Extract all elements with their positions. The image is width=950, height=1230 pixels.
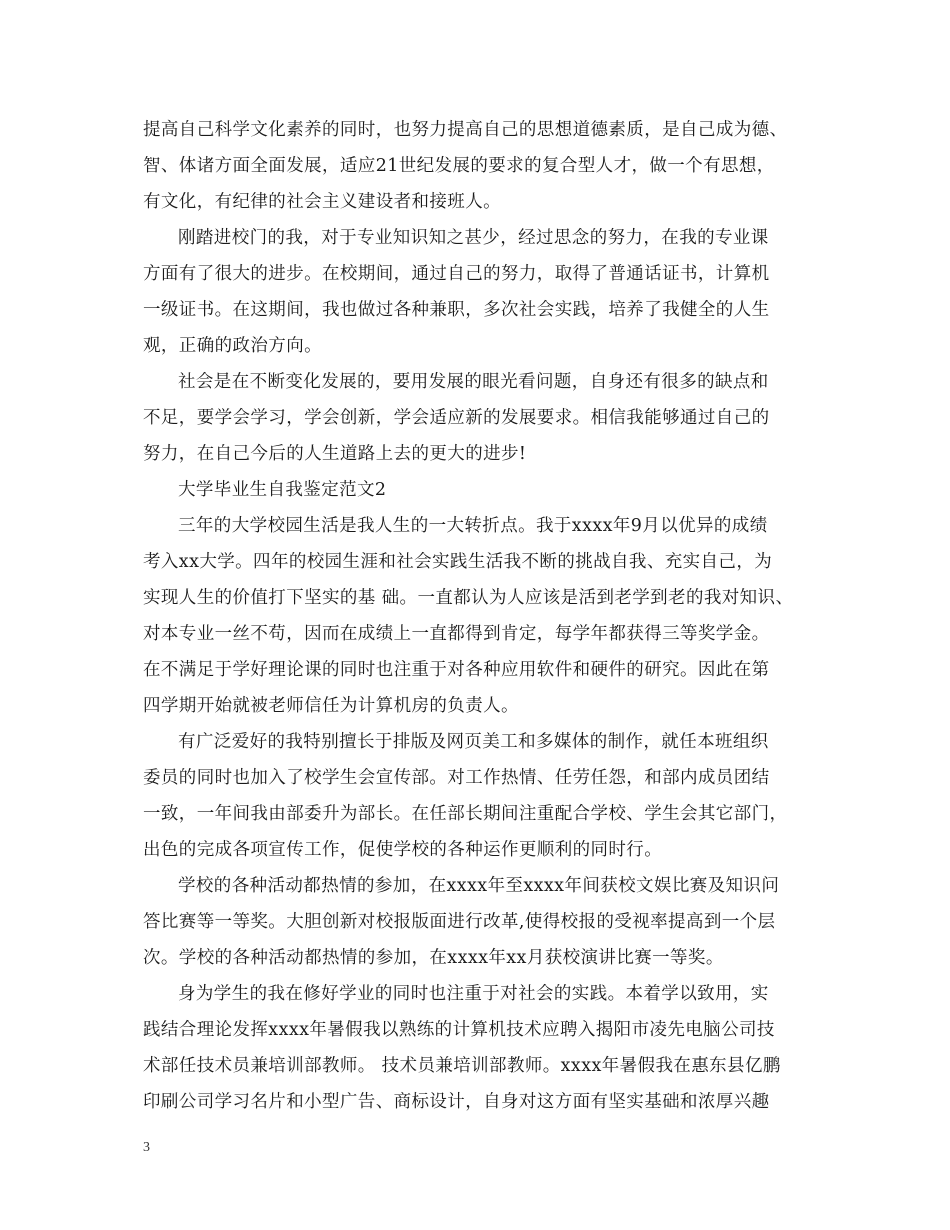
text-line: 印刷公司学习名片和小型广告、商标设计，自身对这方面有坚实基础和浓厚兴趣 <box>143 1092 770 1112</box>
text-line: 次。学校的各种活动都热情的参加，在xxxx年xx月获校演讲比赛一等奖。 <box>143 948 724 968</box>
text-line: 实现人生的价值打下坚实的基 础。一直都认为人应该是活到老学到老的我对知识、 <box>143 588 794 608</box>
text-line: 观，正确的政治方向。 <box>143 336 322 356</box>
text-line: 在不满足于学好理论课的同时也注重于对各种应用软件和硬件的研究。因此在第 <box>143 660 770 680</box>
text-line: 方面有了很大的进步。在校期间，通过自己的努力，取得了普通话证书，计算机 <box>143 264 770 284</box>
text-line: 刚踏进校门的我，对于专业知识知之甚少，经过思念的努力，在我的专业课 <box>178 228 769 248</box>
page-number: 3 <box>143 1140 150 1155</box>
text-line: 身为学生的我在修好学业的同时也注重于对社会的实践。本着学以致用，实 <box>178 984 769 1004</box>
text-line: 一致，一年间我由部委升为部长。在任部长期间注重配合学校、学生会其它部门， <box>143 804 788 824</box>
text-line: 有广泛爱好的我特别擅长于排版及网页美工和多媒体的制作，就任本班组织 <box>178 732 769 752</box>
text-line: 践结合理论发挥xxxx年暑假我以熟练的计算机技术应聘入揭阳市凌先电脑公司技 <box>143 1020 775 1040</box>
text-line: 考入xx大学。四年的校园生涯和社会实践生活我不断的挑战自我、充实自己，为 <box>143 552 773 572</box>
text-line: 不足，要学会学习，学会创新，学会适应新的发展要求。相信我能够通过自己的 <box>143 408 770 428</box>
text-line: 社会是在不断变化发展的，要用发展的眼光看问题，自身还有很多的缺点和 <box>178 372 769 392</box>
text-line: 对本专业一丝不苟，因而在成绩上一直都得到肯定，每学年都获得三等奖学金。 <box>143 624 770 644</box>
text-line: 努力，在自己今后的人生道路上去的更大的进步! <box>143 444 527 464</box>
section-heading: 大学毕业生自我鉴定范文2 <box>178 480 387 500</box>
text-line: 术部任技术员兼培训部教师。 技术员兼培训部教师。xxxx年暑假我在惠东县亿鹏 <box>143 1056 781 1076</box>
text-line: 答比赛等一等奖。大胆创新对校报版面进行改革,使得校报的受视率提高到一个层 <box>143 912 776 932</box>
text-line: 智、体诸方面全面发展，适应21世纪发展的要求的复合型人才，做一个有思想， <box>143 156 775 176</box>
text-line: 有文化，有纪律的社会主义建设者和接班人。 <box>143 192 501 212</box>
text-line: 委员的同时也加入了校学生会宣传部。对工作热情、任劳任怨，和部内成员团结 <box>143 768 770 788</box>
text-line: 三年的大学校园生活是我人生的一大转折点。我于xxxx年9月以优异的成绩 <box>178 516 768 536</box>
text-line: 一级证书。在这期间，我也做过各种兼职，多次社会实践，培养了我健全的人生 <box>143 300 770 320</box>
text-line: 四学期开始就被老师信任为计算机房的负责人。 <box>143 696 519 716</box>
text-line: 提高自己科学文化素养的同时，也努力提高自己的思想道德素质，是自己成为德、 <box>143 120 788 140</box>
text-line: 学校的各种活动都热情的参加，在xxxx年至xxxx年间获校文娱比赛及知识问 <box>178 876 780 896</box>
text-line: 出色的完成各项宣传工作，促使学校的各种运作更顺利的同时行。 <box>143 840 663 860</box>
